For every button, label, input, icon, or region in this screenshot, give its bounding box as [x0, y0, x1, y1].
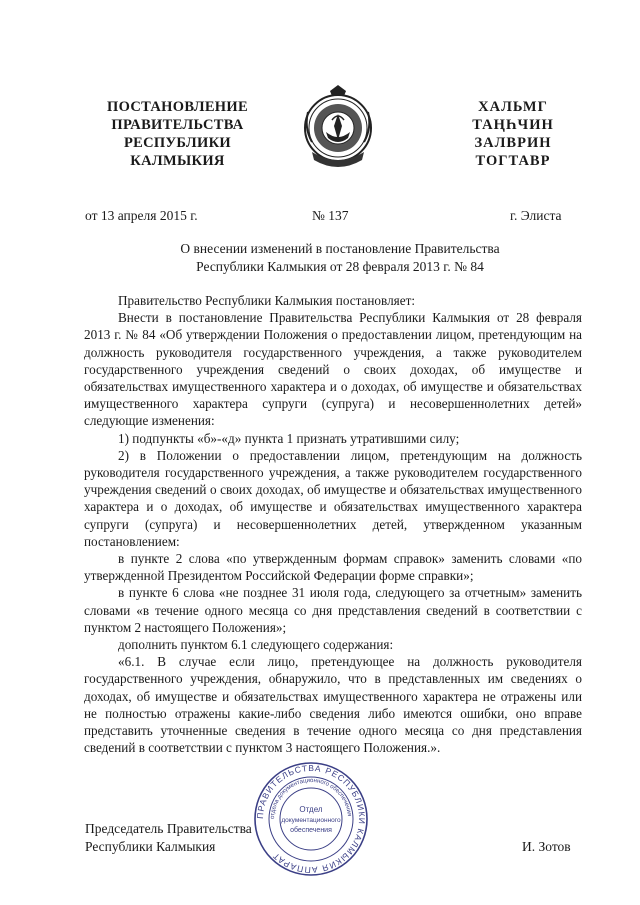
- body-paragraph: Внести в постановление Правительства Республики Калмыкия от 28 февраля 2013 г. № 84 «Об утверждении Положения о предоставлении лицом, претендующим на должность руководителя государственного учреждения, а также руководителем государственного учреждения сведений о своих доходах, об имуществе и обязательствах имущественного характера и о доходах, об имуществе и обязательствах имущественного характера супруги (супруга) и несовершеннолетних детей» следующие изменения:: [84, 310, 582, 429]
- signatory-position-line: Председатель Правительства: [85, 821, 252, 836]
- header-right-line: ХАЛЬМГ: [478, 99, 548, 115]
- body-paragraph: 2) в Положении о предоставлении лицом, претендующим на должность руководителя государственного учреждения, а также руководителем государственного учреждения сведений о своих доходах, об имуществе и обязательствах имущественного характера и о доходах, об имуществе и обязательствах имущественного характера супруги (супруга) и несовершеннолетних детей, утвержденном указанным постановлением:: [84, 447, 582, 549]
- body-paragraph: в пункте 2 слова «по утвержденным формам справок» заменить словами «по утвержденной Президентом Российской Федерации форме справки»;: [84, 551, 582, 584]
- document-body: [84, 292, 582, 756]
- document-title: [120, 240, 560, 276]
- header-title-russian: [90, 98, 265, 170]
- title-line: Республики Калмыкия от 28 февраля 2013 г. № 84: [196, 259, 484, 274]
- stamp-inner-ring-text: отдела документационного обеспечения: [269, 777, 352, 820]
- official-stamp: [252, 760, 370, 878]
- signatory-position: [85, 820, 252, 856]
- stamp-ring-text: ПРАВИТЕЛЬСТВА РЕСПУБЛИКИ КАЛМЫКИЯ АППАРАТ: [254, 762, 368, 876]
- header-left-line: ПРАВИТЕЛЬСТВА: [111, 117, 244, 133]
- body-paragraph: в пункте 6 слова «не позднее 31 июля года, следующего за отчетным» заменить словами «в течение одного месяца со дня представления сведений в соответствии с пунктом 2 настоящего Положения»;: [84, 585, 582, 635]
- document-number: № 137: [312, 208, 349, 223]
- header-title-kalmyk: [448, 98, 578, 170]
- header-right-line: ТАҢҺЧИН: [472, 117, 554, 133]
- body-paragraph: дополнить пунктом 6.1 следующего содержания:: [118, 637, 394, 653]
- title-line: О внесении изменений в постановление Правительства: [180, 241, 500, 256]
- stamp-center-line: обеспечения: [290, 827, 332, 834]
- document-date: от 13 апреля 2015 г.: [85, 208, 198, 223]
- stamp-center-line: Отдел: [299, 805, 323, 814]
- header-right-line: ТОГТАВР: [475, 153, 551, 169]
- coat-of-arms-emblem: [302, 82, 374, 170]
- stamp-center-line: документационного: [281, 817, 341, 824]
- document-city: г. Элиста: [510, 208, 562, 223]
- header-right-line: ЗАЛВРИН: [474, 135, 552, 151]
- body-paragraph: Правительство Республики Калмыкия постановляет:: [118, 293, 416, 308]
- body-paragraph: «6.1. В случае если лицо, претендующее на должность руководителя государственного учреждения, обнаружило, что в представленных им сведениях о доходах, об имуществе и обязательствах имущественного характера не отражены или не полностью отражены какие-либо сведения либо имеются ошибки, оно вправе представить уточненные сведения в течение одного месяца со дня представления сведений в соответствии с пунктом 3 настоящего Положения.».: [84, 654, 582, 756]
- body-paragraph: 1) подпункты «б»-«д» пункта 1 признать утратившими силу;: [118, 430, 460, 446]
- header-left-line: ПОСТАНОВЛЕНИЕ: [107, 99, 248, 115]
- header-left-line: КАЛМЫКИЯ: [130, 153, 225, 169]
- signatory-position-line: Республики Калмыкия: [85, 839, 216, 854]
- header-left-line: РЕСПУБЛИКИ: [123, 135, 232, 151]
- signatory-name: И. Зотов: [522, 839, 571, 854]
